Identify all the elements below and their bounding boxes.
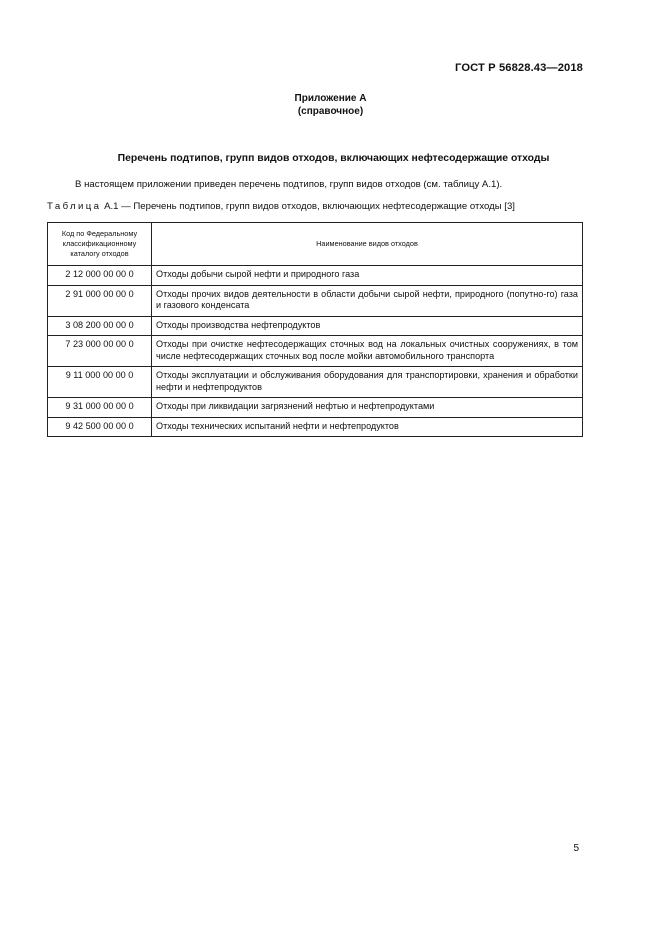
section-title: Перечень подтипов, групп видов отходов, включающих нефтесодержащие отходы: [117, 153, 550, 164]
column-header-name: Наименование видов отходов: [152, 223, 583, 266]
column-header-code: Код по Федеральному классификационному каталогу отходов: [48, 223, 152, 266]
row-name: Отходы при очистке нефтесодержащих сточных вод на локальных очистных сооружениях, в том числе нефтесодержащих сточных вод после мойки автомобильного транспорта: [152, 336, 583, 367]
table-caption-text: А.1 — Перечень подтипов, групп видов отходов, включающих нефтесодержащие отходы [3]: [101, 201, 515, 212]
row-code: 9 31 000 00 00 0: [48, 398, 152, 418]
table-header-row: [48, 223, 583, 266]
intro-paragraph: В настоящем приложении приведен перечень подтипов, групп видов отходов (см. таблицу А.1).: [75, 179, 503, 190]
table-row: [48, 398, 583, 418]
row-code: 7 23 000 00 00 0: [48, 336, 152, 367]
row-name: Отходы при ликвидации загрязнений нефтью и нефтепродуктами: [152, 398, 583, 418]
table-caption-prefix: Таблица: [47, 201, 102, 212]
row-name: Отходы добычи сырой нефти и природного газа: [152, 266, 583, 286]
table-row: [48, 417, 583, 437]
table-row: [48, 285, 583, 316]
page-number: 5: [573, 843, 579, 854]
row-code: 2 12 000 00 00 0: [48, 266, 152, 286]
row-name: Отходы прочих видов деятельности в области добычи сырой нефти, природного (попутно-го) газа и газового конденсата: [152, 285, 583, 316]
row-code: 9 11 000 00 00 0: [48, 367, 152, 398]
table-row: [48, 367, 583, 398]
table-row: [48, 336, 583, 367]
table-caption: [47, 201, 515, 212]
row-name: Отходы технических испытаний нефти и нефтепродуктов: [152, 417, 583, 437]
row-name: Отходы производства нефтепродуктов: [152, 316, 583, 336]
row-code: 2 91 000 00 00 0: [48, 285, 152, 316]
appendix-kind: (справочное): [297, 106, 364, 117]
waste-types-table: [47, 222, 583, 437]
row-code: 3 08 200 00 00 0: [48, 316, 152, 336]
table-row: [48, 266, 583, 286]
standard-code: ГОСТ Р 56828.43—2018: [455, 62, 583, 74]
row-name: Отходы эксплуатации и обслуживания оборудования для транспортировки, хранения и обработки нефти и нефтепродуктов: [152, 367, 583, 398]
row-code: 9 42 500 00 00 0: [48, 417, 152, 437]
table-row: [48, 316, 583, 336]
appendix-title: Приложение А: [294, 93, 367, 104]
